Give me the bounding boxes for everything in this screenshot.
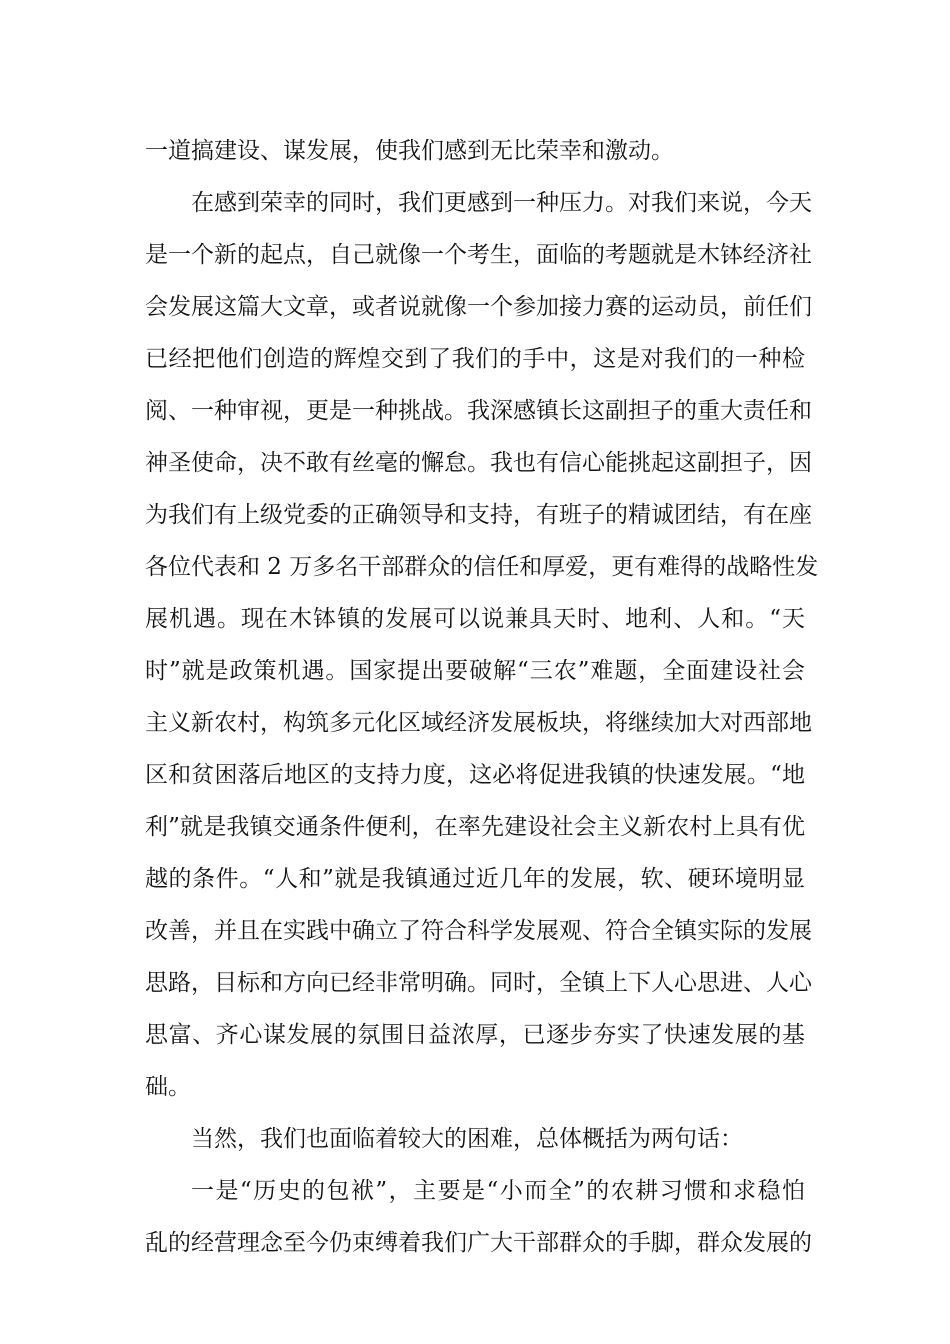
text-line-9: 各位代表和 2 万多名干部群众的信任和厚爱，更有难得的战略性发	[145, 554, 819, 580]
text-line-22: 乱的经营理念至今仍束缚着我们广大干部群众的手脚，群众发展的	[145, 1230, 812, 1256]
text-line-17: 思路，目标和方向已经非常明确。同时，全镇上下人心思进、人心	[145, 970, 812, 996]
text-line-20: 当然，我们也面临着较大的困难，总体概括为两句话：	[191, 1126, 743, 1152]
text-line-12: 主义新农村，构筑多元化区域经济发展板块，将继续加大对西部地	[145, 710, 812, 736]
text-line-11: 时”就是政策机遇。国家提出要破解“三农”难题，全面建设社会	[145, 658, 805, 684]
text-line-3: 是一个新的起点，自己就像一个考生，面临的考题就是木钵经济社	[145, 242, 812, 268]
text-line-6: 阅、一种审视，更是一种挑战。我深感镇长这副担子的重大责任和	[145, 398, 812, 424]
text-line-19: 础。	[145, 1074, 191, 1100]
text-line-4: 会发展这篇大文章，或者说就像一个参加接力赛的运动员，前任们	[145, 294, 812, 320]
text-line-14: 利”就是我镇交通条件便利，在率先建设社会主义新农村上具有优	[145, 814, 805, 840]
text-line-21: 一是“历史的包袱”，主要是“小而全”的农耕习惯和求稳怕	[191, 1178, 805, 1204]
text-line-5: 已经把他们创造的辉煌交到了我们的手中，这是对我们的一种检	[145, 346, 805, 372]
text-line-10: 展机遇。现在木钵镇的发展可以说兼具天时、地利、人和。“天	[145, 606, 805, 632]
text-line-16: 改善，并且在实践中确立了符合科学发展观、符合全镇实际的发展	[145, 918, 812, 944]
text-line-1: 一道搞建设、谋发展，使我们感到无比荣幸和激动。	[145, 138, 674, 164]
text-line-8: 为我们有上级党委的正确领导和支持，有班子的精诚团结，有在座	[145, 502, 812, 528]
text-line-2: 在感到荣幸的同时，我们更感到一种压力。对我们来说，今天	[191, 190, 812, 216]
text-line-18: 思富、齐心谋发展的氛围日益浓厚，已逐步夯实了快速发展的基	[145, 1022, 805, 1048]
text-line-13: 区和贫困落后地区的支持力度，这必将促进我镇的快速发展。“地	[145, 762, 805, 788]
text-line-15: 越的条件。“人和”就是我镇通过近几年的发展，软、硬环境明显	[145, 866, 805, 892]
text-line-7: 神圣使命，决不敢有丝毫的懈怠。我也有信心能挑起这副担子，因	[145, 450, 812, 476]
